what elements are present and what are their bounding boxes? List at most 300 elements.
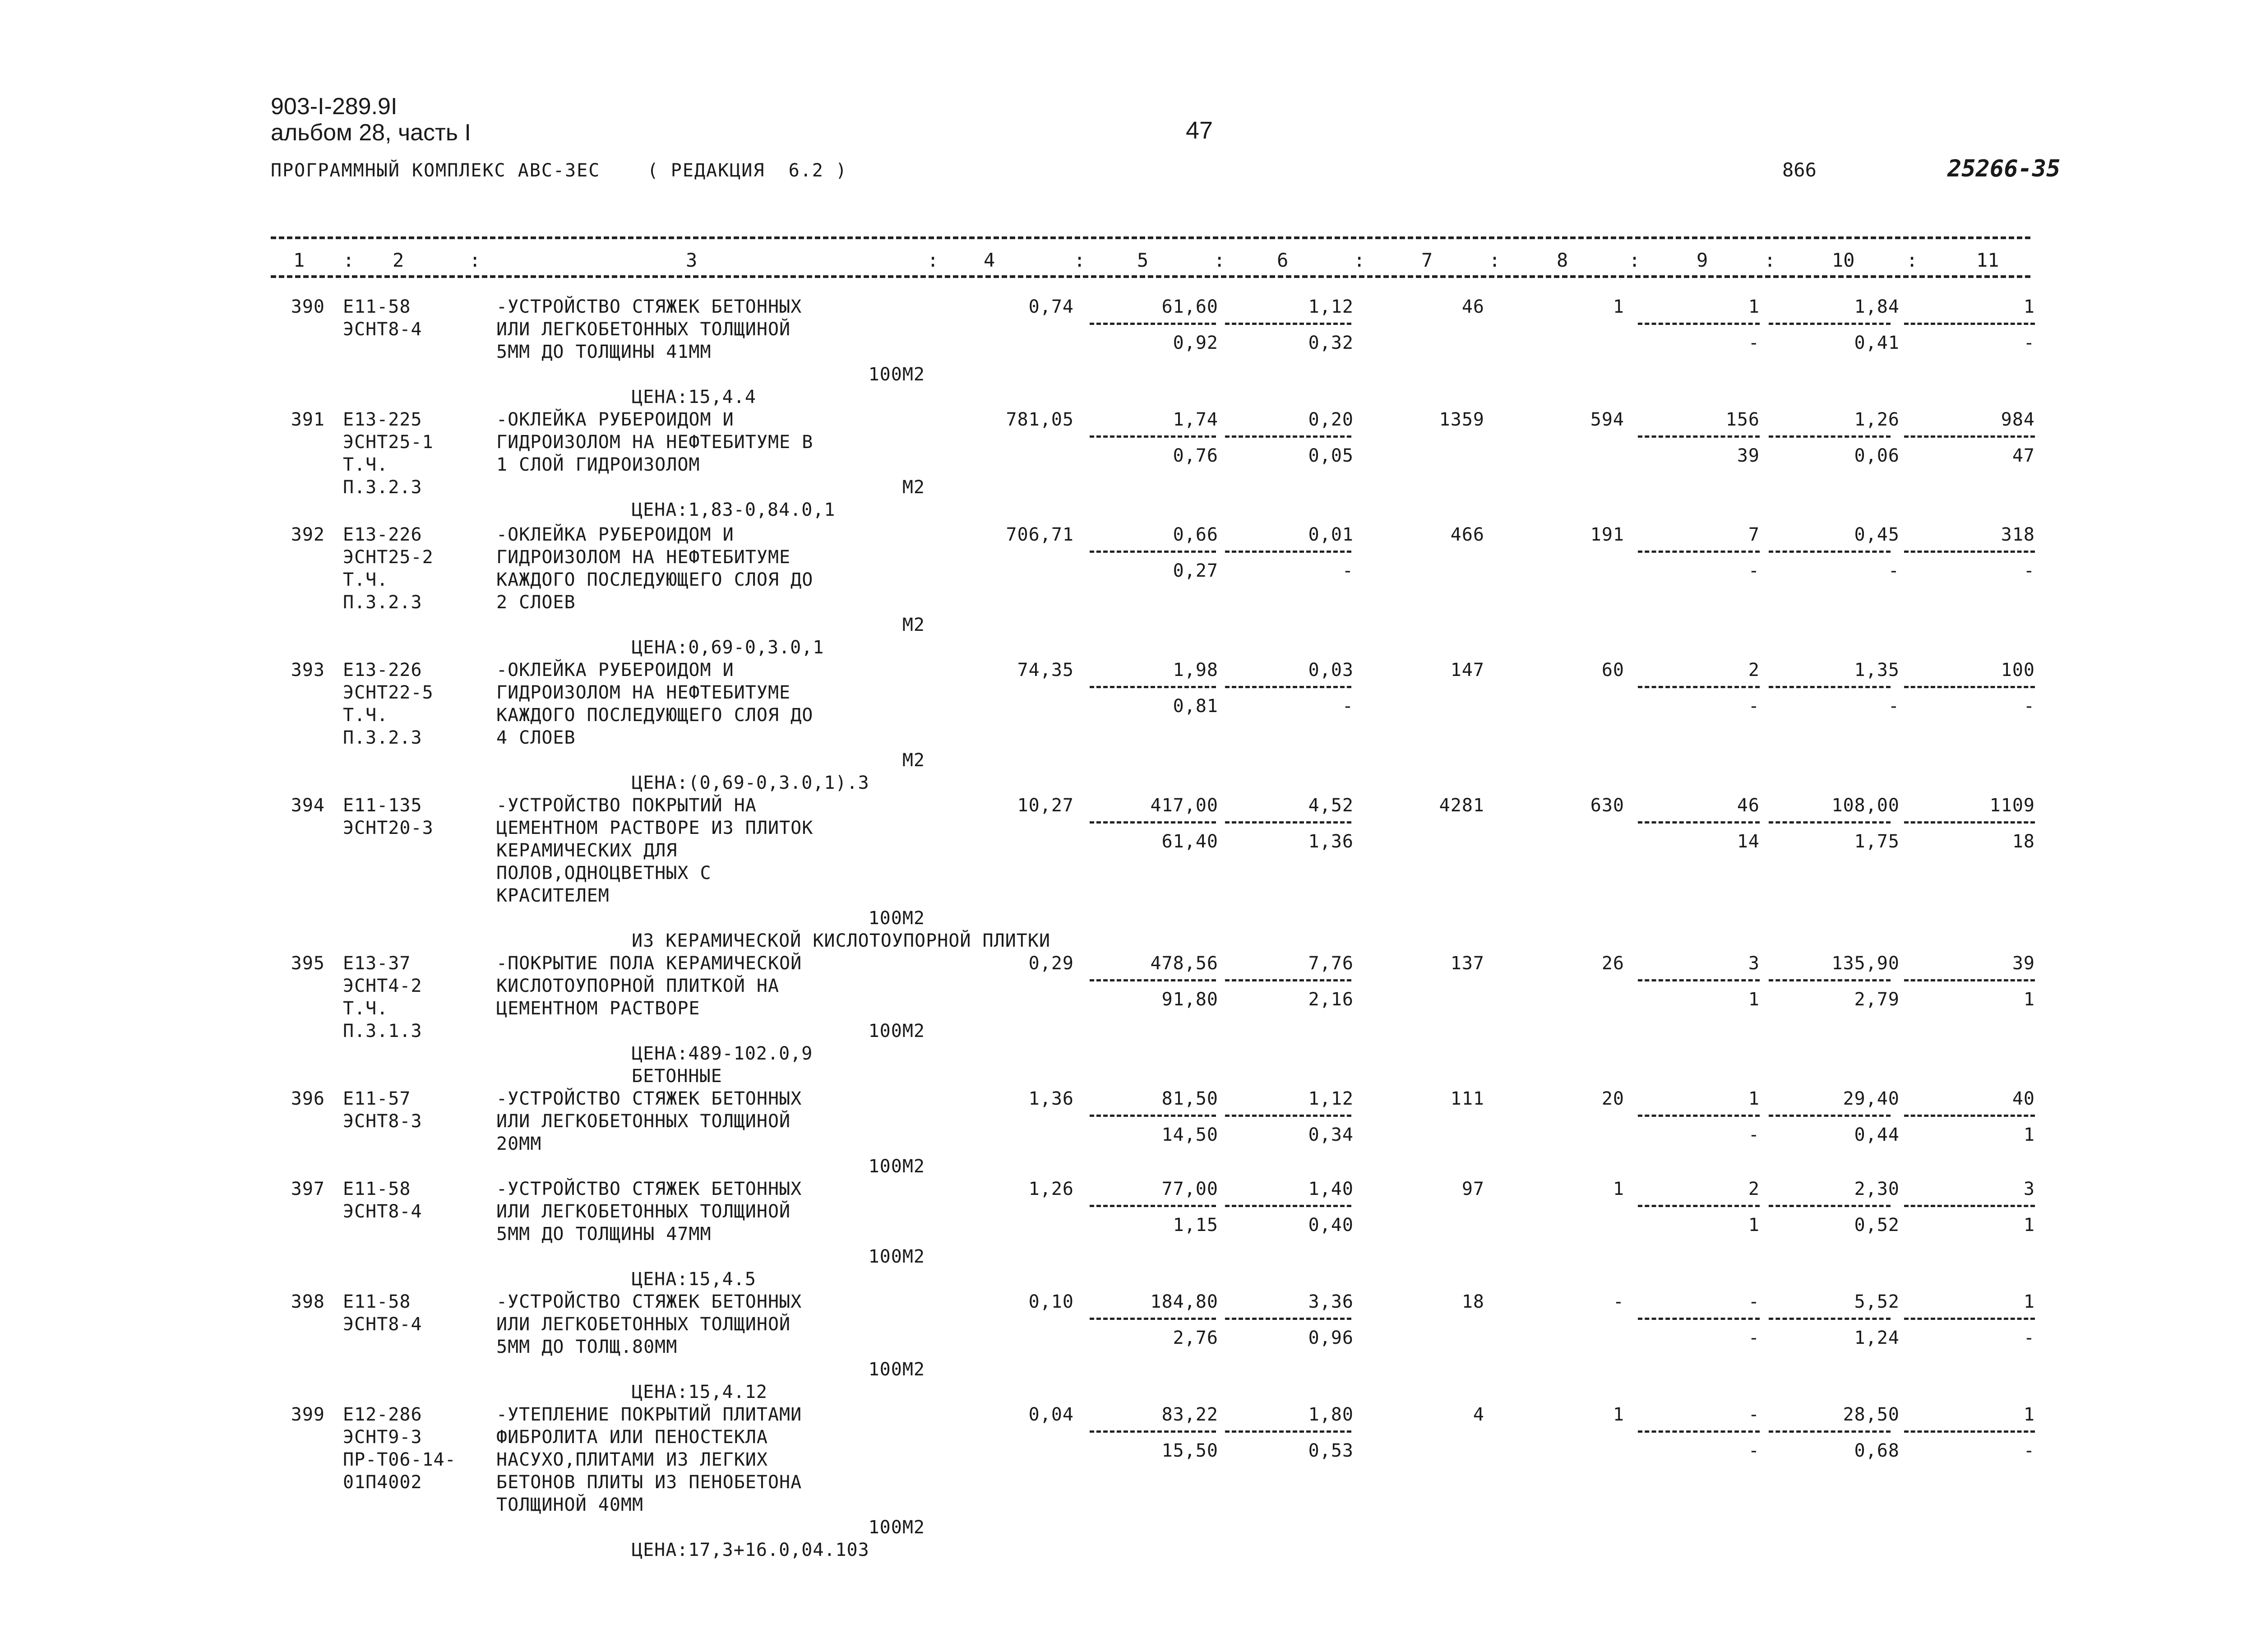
row-description: 4 СЛОЕВ: [496, 727, 576, 748]
cell-c11b: -: [2023, 696, 2035, 717]
cell-c11: 1: [2023, 1291, 2035, 1312]
cell-divider: [1090, 1205, 1216, 1207]
cell-c7: 46: [1461, 296, 1484, 317]
cell-c10: 2,30: [1854, 1179, 1900, 1199]
column-separator: :: [343, 249, 355, 271]
row-code: ЭСНТ25-2: [343, 547, 434, 568]
row-number: 394: [291, 795, 325, 816]
row-unit: 100М2: [868, 1359, 925, 1380]
column-header-6: 6: [1277, 249, 1289, 271]
cell-c9: 46: [1737, 795, 1760, 816]
row-code: Т.Ч.: [343, 569, 388, 590]
cell-divider: [1769, 686, 1891, 688]
cell-c6b: 0,53: [1308, 1440, 1354, 1461]
cell-c4: 10,27: [1017, 795, 1074, 816]
row-description: -УСТРОЙСТВО СТЯЖЕК БЕТОННЫХ: [496, 1088, 802, 1109]
cell-c11b: 1: [2023, 1124, 2035, 1145]
column-header-3: 3: [686, 249, 698, 271]
row-description: ПОЛОВ,ОДНОЦВЕТНЫХ С: [496, 863, 712, 884]
row-code: 01П4002: [343, 1472, 422, 1493]
cell-c11b: -: [2023, 1440, 2035, 1461]
cell-c9: 7: [1748, 524, 1760, 545]
cell-divider: [1090, 686, 1216, 688]
row-number: 399: [291, 1404, 325, 1425]
row-description: -ПОКРЫТИЕ ПОЛА КЕРАМИЧЕСКОЙ: [496, 953, 802, 974]
row-unit: 100М2: [868, 1156, 925, 1177]
cell-c8: 630: [1590, 795, 1624, 816]
row-code: E11-58: [343, 1179, 411, 1199]
cell-c11: 1: [2023, 1404, 2035, 1425]
row-description: КАЖДОГО ПОСЛЕДУЮЩЕГО СЛОЯ ДО: [496, 569, 814, 590]
cell-c6: 0,01: [1308, 524, 1354, 545]
cell-divider: [1769, 1115, 1891, 1117]
cell-c6b: -: [1342, 560, 1354, 581]
cell-divider: [1769, 435, 1891, 438]
cell-c10: 135,90: [1831, 953, 1900, 974]
cell-c5: 0,66: [1173, 524, 1218, 545]
cell-divider: [1225, 1430, 1351, 1433]
column-header-10: 10: [1832, 249, 1855, 271]
cell-divider: [1090, 1115, 1216, 1117]
row-code: E13-37: [343, 953, 411, 974]
cell-divider: [1904, 1115, 2035, 1117]
cell-divider: [1769, 979, 1891, 981]
cell-c5b: 0,76: [1173, 445, 1218, 466]
cell-divider: [1090, 551, 1216, 553]
cell-divider: [1769, 821, 1891, 824]
cell-c6: 4,52: [1308, 795, 1354, 816]
cell-c10b: -: [1888, 560, 1900, 581]
cell-c4: 706,71: [1006, 524, 1074, 545]
row-description: 2 СЛОЕВ: [496, 592, 576, 613]
row-description: 1 СЛОЙ ГИДРОИЗОЛОМ: [496, 454, 700, 475]
cell-c6: 0,03: [1308, 660, 1354, 680]
row-price-formula: ЦЕНА:17,3+16.0,04.103: [632, 1540, 869, 1560]
row-number: 398: [291, 1291, 325, 1312]
row-price-formula: ЦЕНА:15,4.12: [632, 1382, 767, 1402]
cell-divider: [1904, 979, 2035, 981]
cell-c6b: 0,05: [1308, 445, 1354, 466]
cell-c10b: 0,52: [1854, 1215, 1900, 1236]
cell-c9b: 1: [1748, 989, 1760, 1010]
cell-divider: [1904, 435, 2035, 438]
cell-c7: 147: [1450, 660, 1484, 680]
row-code: Т.Ч.: [343, 998, 388, 1019]
cell-c8: 1: [1613, 1404, 1624, 1425]
row-price-formula: ЦЕНА:1,83-0,84.0,1: [632, 500, 836, 520]
cell-c10: 5,52: [1854, 1291, 1900, 1312]
row-number: 396: [291, 1088, 325, 1109]
row-description: ИЛИ ЛЕГКОБЕТОННЫХ ТОЛЩИНОЙ: [496, 1111, 791, 1132]
cell-divider: [1769, 323, 1891, 325]
cell-c10: 1,26: [1854, 409, 1900, 430]
cell-divider: [1090, 323, 1216, 325]
row-code: ЭСНТ8-4: [343, 1314, 422, 1335]
cell-c10b: 0,06: [1854, 445, 1900, 466]
cell-c8: 20: [1601, 1088, 1624, 1109]
cell-c11b: 1: [2023, 1215, 2035, 1236]
cell-divider: [1225, 1318, 1351, 1320]
row-description: -ОКЛЕЙКА РУБЕРОИДОМ И: [496, 524, 734, 545]
cell-c11: 1109: [1989, 795, 2035, 816]
cell-c7: 97: [1461, 1179, 1484, 1199]
cell-divider: [1638, 1318, 1760, 1320]
cell-c7: 4281: [1439, 795, 1484, 816]
cell-c10b: 2,79: [1854, 989, 1900, 1010]
cell-divider: [1904, 323, 2035, 325]
row-number: 393: [291, 660, 325, 680]
cell-divider: [1904, 551, 2035, 553]
cell-c11: 39: [2012, 953, 2035, 974]
row-code: ЭСНТ8-4: [343, 1201, 422, 1222]
row-code: Т.Ч.: [343, 705, 388, 726]
row-description: 5ММ ДО ТОЛЩИНЫ 41ММ: [496, 342, 712, 362]
cell-c11b: 18: [2012, 831, 2035, 852]
cell-c8: 60: [1601, 660, 1624, 680]
cell-c6b: 0,96: [1308, 1328, 1354, 1348]
row-unit: 100М2: [868, 1517, 925, 1538]
cell-divider: [1904, 686, 2035, 688]
row-code: П.3.2.3: [343, 727, 422, 748]
cell-c5b: 14,50: [1161, 1124, 1218, 1145]
cell-divider: [1090, 979, 1216, 981]
program-title: ПРОГРАММНЫЙ КОМПЛЕКС АВС-3ЕС ( РЕДАКЦИЯ 6.2 ): [271, 160, 848, 181]
row-description: -УСТРОЙСТВО ПОКРЫТИЙ НА: [496, 795, 757, 816]
row-description: ЦЕМЕНТНОМ РАСТВОРЕ: [496, 998, 700, 1019]
column-separator: :: [927, 249, 939, 271]
cell-c6b: -: [1342, 696, 1354, 717]
cell-divider: [1769, 1205, 1891, 1207]
cell-divider: [1769, 1430, 1891, 1433]
page-number: 47: [1186, 117, 1213, 144]
row-code: П.3.2.3: [343, 477, 422, 498]
row-description: ТОЛЩИНОЙ 40ММ: [496, 1495, 644, 1515]
row-unit: 100М2: [868, 364, 925, 385]
cell-c9b: 14: [1737, 831, 1760, 852]
row-description: -УТЕПЛЕНИЕ ПОКРЫТИЙ ПЛИТАМИ: [496, 1404, 802, 1425]
row-description: КЕРАМИЧЕСКИХ ДЛЯ: [496, 840, 678, 861]
row-unit: М2: [902, 477, 925, 498]
cell-c9b: -: [1748, 1124, 1760, 1145]
row-unit: 100М2: [868, 908, 925, 929]
row-code: Т.Ч.: [343, 454, 388, 475]
cell-divider: [1638, 435, 1760, 438]
column-header-9: 9: [1697, 249, 1708, 271]
cell-c5b: 91,80: [1161, 989, 1218, 1010]
cell-c6: 1,40: [1308, 1179, 1354, 1199]
cell-c5: 61,60: [1161, 296, 1218, 317]
document-number: 903-I-289.9I: [271, 93, 398, 120]
row-code: E11-58: [343, 1291, 411, 1312]
row-description: ИЛИ ЛЕГКОБЕТОННЫХ ТОЛЩИНОЙ: [496, 1314, 791, 1335]
cell-divider: [1090, 821, 1216, 824]
cell-divider: [1225, 686, 1351, 688]
cell-c10: 0,45: [1854, 524, 1900, 545]
cell-c5b: 2,76: [1173, 1328, 1218, 1348]
cell-divider: [1225, 435, 1351, 438]
column-separator: :: [1354, 249, 1365, 271]
cell-divider: [1904, 821, 2035, 824]
cell-c5b: 15,50: [1161, 1440, 1218, 1461]
cell-c5b: 0,92: [1173, 333, 1218, 353]
cell-c6: 0,20: [1308, 409, 1354, 430]
cell-c9b: 1: [1748, 1215, 1760, 1236]
cell-c5b: 0,81: [1173, 696, 1218, 717]
row-description: -ОКЛЕЙКА РУБЕРОИДОМ И: [496, 660, 734, 680]
cell-c9: 2: [1748, 660, 1760, 680]
cell-c5: 77,00: [1161, 1179, 1218, 1199]
row-code: E12-286: [343, 1404, 422, 1425]
cell-c10b: 0,41: [1854, 333, 1900, 353]
cell-divider: [1090, 1318, 1216, 1320]
cell-c6b: 2,16: [1308, 989, 1354, 1010]
cell-c9b: -: [1748, 696, 1760, 717]
cell-c9b: -: [1748, 560, 1760, 581]
cell-c6: 1,12: [1308, 296, 1354, 317]
cell-c9: -: [1748, 1291, 1760, 1312]
cell-c5b: 0,27: [1173, 560, 1218, 581]
cell-c7: 4: [1473, 1404, 1484, 1425]
cell-c10b: 0,44: [1854, 1124, 1900, 1145]
cell-c9: 156: [1725, 409, 1760, 430]
column-header-8: 8: [1557, 249, 1568, 271]
cell-c6: 3,36: [1308, 1291, 1354, 1312]
column-header-4: 4: [984, 249, 995, 271]
row-description: 5ММ ДО ТОЛЩ.80ММ: [496, 1337, 678, 1357]
column-separator: :: [1764, 249, 1776, 271]
column-separator: :: [1489, 249, 1501, 271]
cell-c9b: -: [1748, 1328, 1760, 1348]
row-description: КРАСИТЕЛЕМ: [496, 885, 610, 906]
header-code-2: 25266-35: [1947, 155, 2061, 182]
row-code: E11-57: [343, 1088, 411, 1109]
cell-c11b: 47: [2012, 445, 2035, 466]
cell-divider: [1904, 1430, 2035, 1433]
cell-c11: 3: [2023, 1179, 2035, 1199]
cell-c9: 1: [1748, 296, 1760, 317]
cell-c5: 81,50: [1161, 1088, 1218, 1109]
row-description: НАСУХО,ПЛИТАМИ ИЗ ЛЕГКИХ: [496, 1449, 768, 1470]
cell-divider: [1225, 1205, 1351, 1207]
cell-divider: [1638, 1205, 1760, 1207]
cell-divider: [1638, 551, 1760, 553]
column-separator: :: [1629, 249, 1641, 271]
column-header-1: 1: [293, 249, 305, 271]
row-code: E13-226: [343, 660, 422, 680]
cell-c9: 2: [1748, 1179, 1760, 1199]
row-unit: 100М2: [868, 1021, 925, 1041]
row-number: 392: [291, 524, 325, 545]
cell-c5: 478,56: [1150, 953, 1218, 974]
cell-divider: [1225, 821, 1351, 824]
cell-divider: [1769, 1318, 1891, 1320]
row-description: ГИДРОИЗОЛОМ НА НЕФТЕБИТУМЕ: [496, 682, 791, 703]
row-description: ИЛИ ЛЕГКОБЕТОННЫХ ТОЛЩИНОЙ: [496, 319, 791, 340]
cell-c11: 1: [2023, 296, 2035, 317]
row-code: E13-225: [343, 409, 422, 430]
cell-c11: 984: [2001, 409, 2035, 430]
row-price-formula: ЦЕНА:15,4.4: [632, 387, 756, 407]
row-code: ЭСНТ8-4: [343, 319, 422, 340]
row-extra-note: БЕТОННЫЕ: [632, 1066, 722, 1087]
row-code: E11-58: [343, 296, 411, 317]
column-header-11: 11: [1976, 249, 1999, 271]
column-header-7: 7: [1421, 249, 1433, 271]
row-number: 391: [291, 409, 325, 430]
cell-divider: [1638, 1430, 1760, 1433]
cell-divider: [1769, 551, 1891, 553]
row-code: ЭСНТ8-3: [343, 1111, 422, 1132]
row-description: КИСЛОТОУПОРНОЙ ПЛИТКОЙ НА: [496, 976, 780, 996]
cell-c8: -: [1613, 1291, 1624, 1312]
row-description: ЦЕМЕНТНОМ РАСТВОРЕ ИЗ ПЛИТОК: [496, 818, 814, 838]
cell-c4: 74,35: [1017, 660, 1074, 680]
cell-c10: 28,50: [1843, 1404, 1900, 1425]
cell-c5b: 61,40: [1161, 831, 1218, 852]
row-unit: 100М2: [868, 1246, 925, 1267]
cell-c11b: -: [2023, 560, 2035, 581]
cell-c5: 83,22: [1161, 1404, 1218, 1425]
column-header-5: 5: [1137, 249, 1149, 271]
row-description: КАЖДОГО ПОСЛЕДУЮЩЕГО СЛОЯ ДО: [496, 705, 814, 726]
cell-divider: [1638, 1115, 1760, 1117]
cell-c10: 29,40: [1843, 1088, 1900, 1109]
column-separator: :: [1906, 249, 1918, 271]
row-unit: М2: [902, 750, 925, 771]
cell-c7: 1359: [1439, 409, 1484, 430]
cell-c9b: -: [1748, 333, 1760, 353]
cell-divider: [1638, 323, 1760, 325]
cell-divider: [1090, 435, 1216, 438]
row-number: 395: [291, 953, 325, 974]
row-number: 390: [291, 296, 325, 317]
row-price-formula: ИЗ КЕРАМИЧЕСКОЙ КИСЛОТОУПОРНОЙ ПЛИТКИ: [632, 930, 1051, 951]
cell-c6: 7,76: [1308, 953, 1354, 974]
row-description: 20ММ: [496, 1134, 542, 1154]
row-code: ЭСНТ4-2: [343, 976, 422, 996]
row-code: ЭСНТ25-1: [343, 432, 434, 453]
cell-c8: 1: [1613, 296, 1624, 317]
cell-divider: [1638, 686, 1760, 688]
cell-c8: 26: [1601, 953, 1624, 974]
row-description: -УСТРОЙСТВО СТЯЖЕК БЕТОННЫХ: [496, 1179, 802, 1199]
header-code-1: 866: [1782, 159, 1817, 181]
row-code: E11-135: [343, 795, 422, 816]
column-separator: :: [469, 249, 481, 271]
cell-c6: 1,12: [1308, 1088, 1354, 1109]
row-description: ИЛИ ЛЕГКОБЕТОННЫХ ТОЛЩИНОЙ: [496, 1201, 791, 1222]
column-separator: :: [1074, 249, 1086, 271]
cell-divider: [1638, 821, 1760, 824]
table-top-rule: [271, 236, 2030, 239]
cell-c4: 1,36: [1028, 1088, 1074, 1109]
cell-c10: 108,00: [1831, 795, 1900, 816]
cell-c9b: -: [1748, 1440, 1760, 1461]
cell-c7: 466: [1450, 524, 1484, 545]
row-code: ЭСНТ20-3: [343, 818, 434, 838]
cell-c6: 1,80: [1308, 1404, 1354, 1425]
row-price-formula: ЦЕНА:489-102.0,9: [632, 1043, 813, 1064]
cell-c8: 191: [1590, 524, 1624, 545]
cell-c11b: -: [2023, 1328, 2035, 1348]
cell-c10b: -: [1888, 696, 1900, 717]
cell-divider: [1225, 323, 1351, 325]
row-price-formula: ЦЕНА:(0,69-0,3.0,1).3: [632, 773, 869, 793]
album-label: альбом 28, часть I: [271, 120, 471, 146]
cell-c9: -: [1748, 1404, 1760, 1425]
cell-c7: 137: [1450, 953, 1484, 974]
row-code: П.3.2.3: [343, 592, 422, 613]
cell-c10: 1,84: [1854, 296, 1900, 317]
row-description: -УСТРОЙСТВО СТЯЖЕК БЕТОННЫХ: [496, 1291, 802, 1312]
cell-c4: 0,29: [1028, 953, 1074, 974]
cell-divider: [1904, 1318, 2035, 1320]
cell-divider: [1090, 1430, 1216, 1433]
table-header-rule: [271, 275, 2030, 278]
cell-divider: [1225, 1115, 1351, 1117]
cell-c7: 18: [1461, 1291, 1484, 1312]
cell-c7: 111: [1450, 1088, 1484, 1109]
row-code: ЭСНТ9-3: [343, 1427, 422, 1448]
cell-c11b: 1: [2023, 989, 2035, 1010]
cell-c10: 1,35: [1854, 660, 1900, 680]
row-description: БЕТОНОВ ПЛИТЫ ИЗ ПЕНОБЕТОНА: [496, 1472, 802, 1493]
cell-c9: 1: [1748, 1088, 1760, 1109]
cell-c6b: 0,34: [1308, 1124, 1354, 1145]
row-description: -ОКЛЕЙКА РУБЕРОИДОМ И: [496, 409, 734, 430]
cell-c4: 0,74: [1028, 296, 1074, 317]
row-description: ГИДРОИЗОЛОМ НА НЕФТЕБИТУМЕ В: [496, 432, 814, 453]
cell-c6b: 1,36: [1308, 831, 1354, 852]
cell-c8: 594: [1590, 409, 1624, 430]
row-code: ПР-Т06-14-: [343, 1449, 456, 1470]
cell-c11: 100: [2001, 660, 2035, 680]
cell-c9: 3: [1748, 953, 1760, 974]
cell-c10b: 1,24: [1854, 1328, 1900, 1348]
cell-divider: [1638, 979, 1760, 981]
row-code: E13-226: [343, 524, 422, 545]
row-description: ФИБРОЛИТА ИЛИ ПЕНОСТЕКЛА: [496, 1427, 768, 1448]
cell-c10b: 0,68: [1854, 1440, 1900, 1461]
cell-c11: 318: [2001, 524, 2035, 545]
row-unit: М2: [902, 615, 925, 635]
cell-c5: 1,74: [1173, 409, 1218, 430]
row-price-formula: ЦЕНА:15,4.5: [632, 1269, 756, 1290]
row-number: 397: [291, 1179, 325, 1199]
row-code: ЭСНТ22-5: [343, 682, 434, 703]
cell-c5b: 1,15: [1173, 1215, 1218, 1236]
cell-c5: 417,00: [1150, 795, 1218, 816]
row-description: -УСТРОЙСТВО СТЯЖЕК БЕТОННЫХ: [496, 296, 802, 317]
cell-c4: 0,04: [1028, 1404, 1074, 1425]
row-code: П.3.1.3: [343, 1021, 422, 1041]
cell-c9b: 39: [1737, 445, 1760, 466]
cell-c5: 184,80: [1150, 1291, 1218, 1312]
cell-divider: [1904, 1205, 2035, 1207]
cell-c11: 40: [2012, 1088, 2035, 1109]
cell-c6b: 0,32: [1308, 333, 1354, 353]
cell-c5: 1,98: [1173, 660, 1218, 680]
cell-divider: [1225, 551, 1351, 553]
row-price-formula: ЦЕНА:0,69-0,3.0,1: [632, 637, 824, 658]
cell-c8: 1: [1613, 1179, 1624, 1199]
cell-c4: 781,05: [1006, 409, 1074, 430]
cell-c10b: 1,75: [1854, 831, 1900, 852]
cell-c11b: -: [2023, 333, 2035, 353]
cell-divider: [1225, 979, 1351, 981]
column-header-2: 2: [393, 249, 404, 271]
row-description: ГИДРОИЗОЛОМ НА НЕФТЕБИТУМЕ: [496, 547, 791, 568]
